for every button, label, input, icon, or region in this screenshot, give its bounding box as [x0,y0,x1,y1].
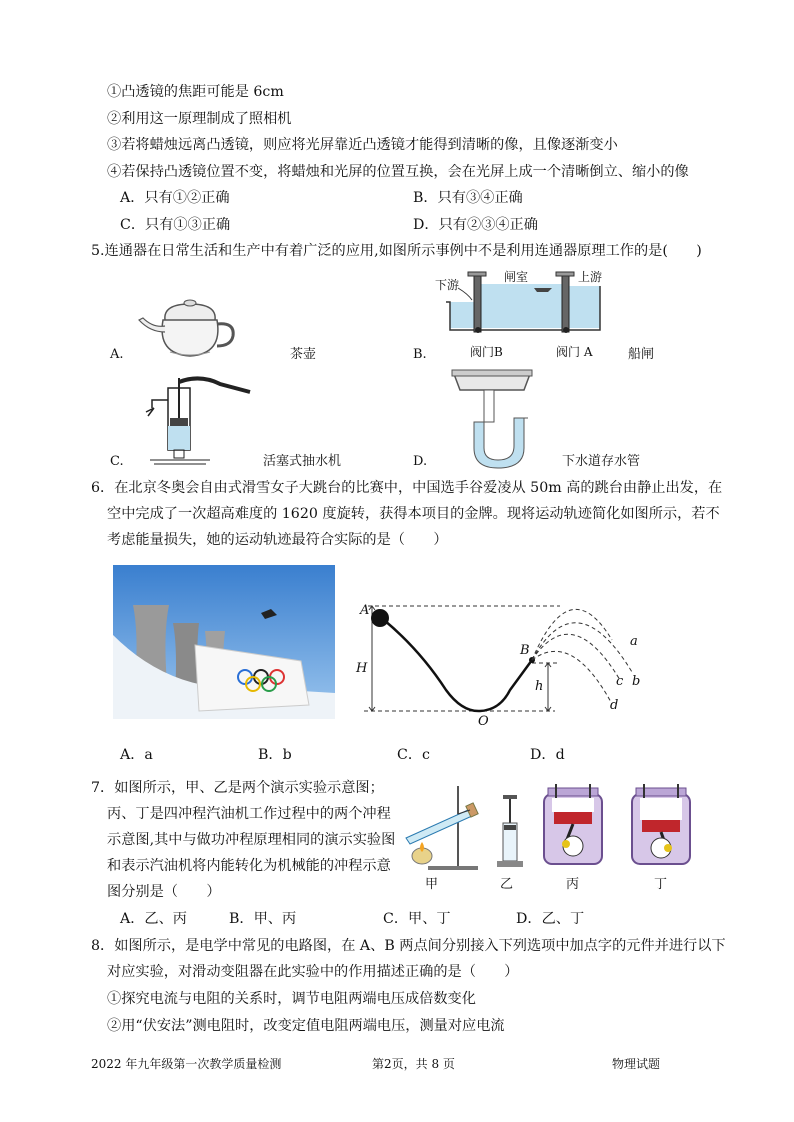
q4-statement-2: ②利用这一原理制成了照相机 [107,111,292,127]
piston-pump-figure [140,378,270,466]
fig-label-jia: 甲 [425,877,439,892]
q4-statement-1: ①凸透镜的焦距可能是 6cm [107,84,284,100]
q7-stem-line-2: 丙、丁是四冲程汽油机工作过程中的两个冲程 [107,806,391,822]
fig-label-path-b: b [632,674,641,689]
q4-option-a: A．只有①②正确 [120,190,230,206]
q8-statement-1: ①探究电流与电阻的关系时，调节电阻两端电压成倍数变化 [107,991,476,1007]
q6-option-a: A．a [120,747,153,763]
q4-statement-4: ④若保持凸透镜位置不变，将蜡烛和光屏的位置互换，会在光屏上成一个清晰倒立、缩小的像 [107,164,689,180]
fig-label-path-a: a [630,634,638,649]
q8-statement-2: ②用“伏安法”测电阻时，改变定值电阻两端电压，测量对应电流 [107,1018,505,1034]
q5-option-b-name: 船闸 [628,347,655,362]
engine-stroke-ding-figure [628,784,694,868]
footer-exam-title: 2022 年九年级第一次教学质量检测 [91,1057,282,1071]
engine-stroke-bing-figure [540,784,606,868]
q5-option-d-name: 下水道存水管 [562,454,641,469]
footer-subject: 物理试题 [612,1057,661,1071]
q7-option-d: D．乙、丁 [516,911,585,927]
q4-option-c: C．只有①③正确 [120,217,231,233]
q7-stem-line-1: 7．如图所示，甲、乙是两个演示实验示意图； [91,780,384,796]
test-tube-experiment-figure [398,782,488,872]
q4-option-d: D．只有②③④正确 [413,217,538,233]
fig-label-path-d: d [610,698,619,713]
sink-trap-figure [448,368,538,468]
q7-stem-line-3: 示意图,其中与做功冲程原理相同的演示实验图 [107,832,396,848]
q8-stem-line-2: 对应实验，对滑动变阻器在此实验中的作用描述正确的是（ ） [107,964,519,980]
fig-label-bing: 丙 [566,877,580,892]
q5-option-a-name: 茶壶 [290,347,317,362]
fig-label-path-c: c [616,674,624,689]
q6-option-c: C．c [397,747,430,763]
lock-label-downstream: 下游 [435,278,460,292]
fig-label-b-point: B [520,643,530,658]
fig-label-yi: 乙 [500,877,514,892]
q5-option-d-letter: D. [413,454,428,469]
q6-stem-line-2: 空中完成了一次超高难度的 1620 度旋转，获得本项目的金牌。现将运动轨迹简化如图所示，若不 [107,506,720,522]
q8-stem-line-1: 8．如图所示，是电学中常见的电路图，在 A、B 两点间分别接入下列选项中加点字的元件并进行以下 [91,938,726,954]
q5-option-c-name: 活塞式抽水机 [263,454,342,469]
q5-option-c-letter: C. [110,454,124,469]
q4-option-b: B．只有③④正确 [413,190,523,206]
q7-stem-line-5: 图分别是（ ） [107,884,221,900]
fig-label-height-small-h: h [535,679,544,694]
fig-label-o-point: O [478,714,489,729]
trajectory-diagram [350,580,640,730]
q6-option-b: B．b [258,747,292,763]
q7-option-b: B．甲、丙 [229,911,297,927]
fire-piston-figure [495,795,525,869]
q7-stem-line-4: 和表示汽油机将内能转化为机械能的冲程示意 [107,858,391,874]
fig-label-height-h: H [356,661,368,676]
footer-page-number: 第2页，共 8 页 [372,1057,455,1071]
lock-valve-a: 阀门 A [556,345,593,359]
lock-label-chamber: 闸室 [504,270,529,284]
q5-option-a-letter: A. [110,347,124,362]
fig-label-a-point: A [360,603,370,618]
q5-option-b-letter: B. [413,347,427,362]
lock-valve-b: 阀门B [470,345,503,359]
q6-stem-line-3: 考虑能量损失，她的运动轨迹最符合实际的是（ ） [107,532,448,548]
q7-option-a: A．乙、丙 [120,911,187,927]
q7-option-c: C．甲、丁 [383,911,451,927]
q5-stem: 5.连通器在日常生活和生产中有着广泛的应用,如图所示事例中不是利用连通器原理工作的是( ) [91,243,702,259]
q6-stem-line-1: 6．在北京冬奥会自由式滑雪女子大跳台的比赛中，中国选手谷爱凌从 50m 高的跳台由静止出发，在 [91,480,723,496]
fig-label-ding: 丁 [654,877,668,892]
teapot-figure [135,292,245,362]
lock-label-upstream: 上游 [578,270,603,284]
ski-jump-photo [113,565,335,719]
q6-option-d: D．d [530,747,565,763]
q4-statement-3: ③若将蜡烛远离凸透镜，则应将光屏靠近凸透镜才能得到清晰的像，且像逐渐变小 [107,137,618,153]
